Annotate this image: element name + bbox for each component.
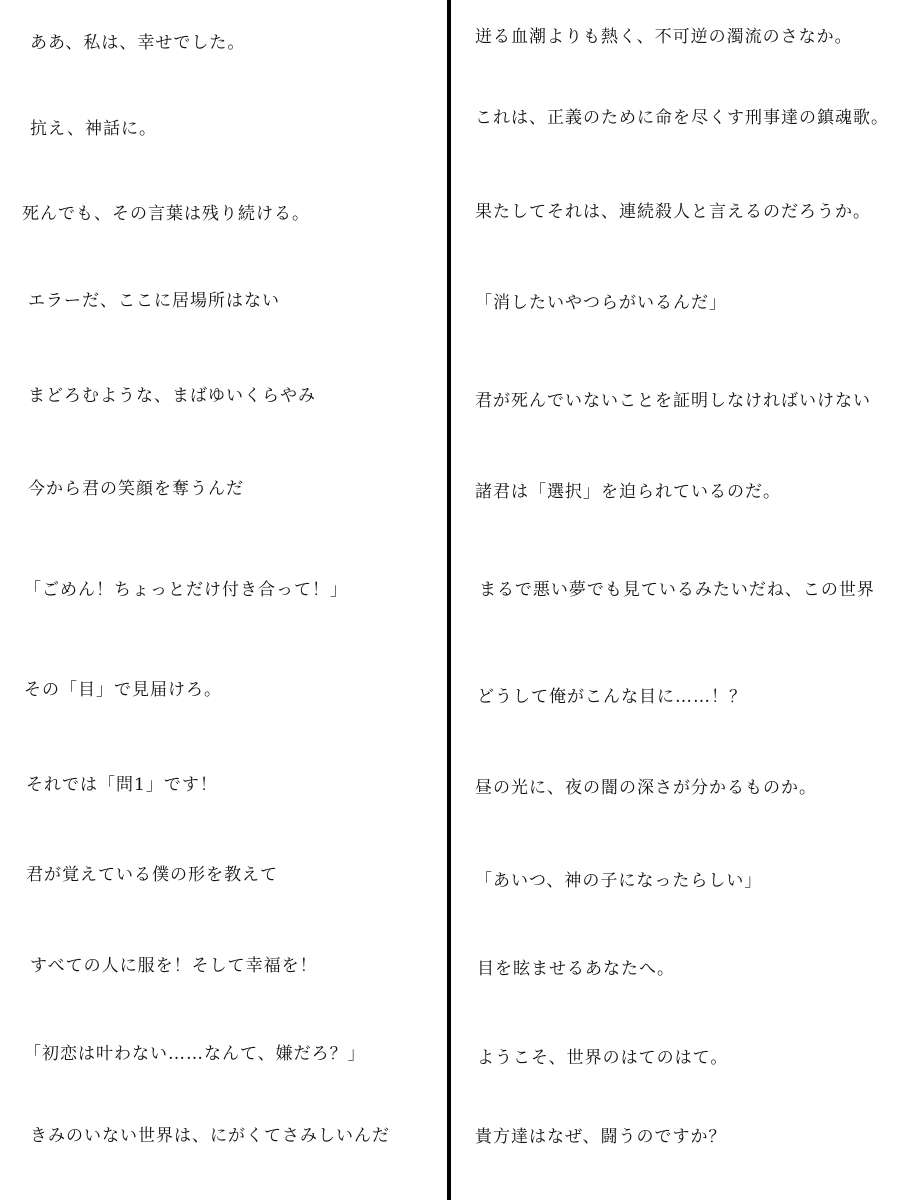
right-line-10: 「あいつ、神の子になったらしい」	[475, 871, 763, 891]
left-line-7: 「ごめん！ちょっとだけ付き合って！」	[24, 580, 348, 600]
left-line-12: 「初恋は叶わない……なんて、嫌だろ？」	[24, 1044, 366, 1064]
right-line-5: 君が死んでいないことを証明しなければいけない	[475, 391, 871, 411]
right-line-1: 迸る血潮よりも熱く、不可逆の濁流のさなか。	[475, 27, 853, 47]
left-line-5: まどろむような、まばゆいくらやみ	[28, 386, 316, 406]
left-line-6: 今から君の笑顔を奪うんだ	[28, 479, 244, 499]
right-line-7: まるで悪い夢でも見ているみたいだね、この世界	[479, 580, 875, 600]
right-line-9: 昼の光に、夜の闇の深さが分かるものか。	[475, 778, 817, 798]
left-line-1: ああ、私は、幸せでした。	[30, 33, 246, 53]
right-line-6: 諸君は「選択」を迫られているのだ。	[475, 482, 781, 502]
right-line-12: ようこそ、世界のはてのはて。	[477, 1048, 729, 1068]
right-line-4: 「消したいやつらがいるんだ」	[475, 293, 727, 313]
left-column	[0, 0, 448, 1200]
right-line-11: 目を眩ませるあなたへ。	[477, 959, 675, 979]
right-line-8: どうして俺がこんな目に……！？	[477, 687, 747, 707]
left-line-9: それでは「問1」です！	[26, 775, 218, 795]
left-line-10: 君が覚えている僕の形を教えて	[26, 865, 278, 885]
right-line-2: これは、正義のために命を尽くす刑事達の鎮魂歌。	[475, 108, 889, 128]
left-line-3: 死んでも、その言葉は残り続ける。	[22, 204, 310, 224]
left-line-11: すべての人に服を！そして幸福を！	[30, 956, 318, 976]
right-line-13: 貴方達はなぜ、闘うのですか？	[475, 1127, 727, 1147]
left-line-8: その「目」で見届けろ。	[24, 680, 222, 700]
right-column	[452, 0, 900, 1200]
left-line-4: エラーだ、ここに居場所はない	[28, 291, 280, 311]
left-line-13: きみのいない世界は、にがくてさみしいんだ	[30, 1126, 390, 1146]
left-line-2: 抗え、神話に。	[30, 119, 158, 139]
column-divider	[447, 0, 451, 1200]
right-line-3: 果たしてそれは、連続殺人と言えるのだろうか。	[475, 202, 871, 222]
